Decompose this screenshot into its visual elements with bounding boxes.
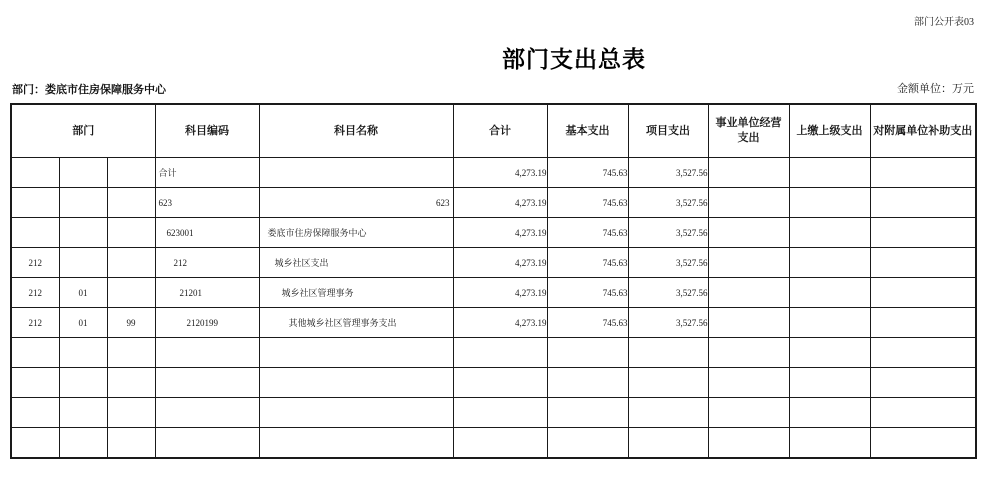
table-header	[11, 104, 976, 158]
cell-basic-expenditure	[547, 368, 628, 398]
cell-subject-name: 623	[259, 188, 453, 218]
cell-business-expenditure	[708, 248, 789, 278]
cell-subsidy-expenditure	[870, 248, 976, 278]
cell-subsidy-expenditure	[870, 398, 976, 428]
cell-dept-code-3	[107, 428, 155, 459]
cell-total	[453, 338, 547, 368]
table-row	[11, 398, 976, 428]
header-upper-level-expenditure: 上缴上级支出	[789, 104, 870, 158]
cell-business-expenditure	[708, 338, 789, 368]
cell-subsidy-expenditure	[870, 278, 976, 308]
cell-upper-level-expenditure	[789, 428, 870, 459]
cell-upper-level-expenditure	[789, 218, 870, 248]
cell-project-expenditure: 3,527.56	[628, 188, 708, 218]
cell-business-expenditure	[708, 308, 789, 338]
table-row	[11, 218, 976, 248]
cell-business-expenditure	[708, 188, 789, 218]
cell-dept-code-1	[11, 158, 59, 188]
cell-subject-name	[259, 398, 453, 428]
cell-upper-level-expenditure	[789, 398, 870, 428]
cell-dept-code-3	[107, 158, 155, 188]
cell-total: 4,273.19	[453, 278, 547, 308]
cell-subject-name	[259, 158, 453, 188]
unit-label: 金额单位：万元	[897, 83, 974, 95]
cell-basic-expenditure: 745.63	[547, 248, 628, 278]
page-title: 部门支出总表	[502, 46, 646, 72]
cell-basic-expenditure: 745.63	[547, 188, 628, 218]
cell-upper-level-expenditure	[789, 158, 870, 188]
cell-dept-code-2	[59, 368, 107, 398]
table-row	[11, 368, 976, 398]
cell-dept-code-1	[11, 428, 59, 459]
cell-upper-level-expenditure	[789, 308, 870, 338]
cell-basic-expenditure: 745.63	[547, 158, 628, 188]
cell-subject-name	[259, 428, 453, 459]
cell-dept-code-3	[107, 278, 155, 308]
cell-project-expenditure: 3,527.56	[628, 278, 708, 308]
cell-subsidy-expenditure	[870, 428, 976, 459]
cell-dept-code-2	[59, 338, 107, 368]
cell-dept-code-2	[59, 248, 107, 278]
cell-subject-name	[259, 338, 453, 368]
cell-upper-level-expenditure	[789, 188, 870, 218]
cell-dept-code-1: 212	[11, 248, 59, 278]
cell-business-expenditure	[708, 218, 789, 248]
cell-total	[453, 428, 547, 459]
cell-subsidy-expenditure	[870, 158, 976, 188]
cell-dept-code-2	[59, 188, 107, 218]
cell-project-expenditure: 3,527.56	[628, 308, 708, 338]
cell-subsidy-expenditure	[870, 218, 976, 248]
cell-dept-code-3	[107, 248, 155, 278]
cell-business-expenditure	[708, 278, 789, 308]
cell-subject-code	[155, 428, 259, 459]
cell-subject-code: 2120199	[155, 308, 259, 338]
cell-dept-code-3	[107, 218, 155, 248]
cell-upper-level-expenditure	[789, 338, 870, 368]
cell-business-expenditure	[708, 398, 789, 428]
cell-upper-level-expenditure	[789, 248, 870, 278]
table-row	[11, 278, 976, 308]
header-total: 合计	[453, 104, 547, 158]
header-project-expenditure: 项目支出	[628, 104, 708, 158]
cell-dept-code-2	[59, 428, 107, 459]
cell-project-expenditure	[628, 398, 708, 428]
cell-subject-code	[155, 338, 259, 368]
cell-subject-name: 城乡社区管理事务	[259, 278, 453, 308]
cell-subsidy-expenditure	[870, 338, 976, 368]
table-row	[11, 158, 976, 188]
cell-total: 4,273.19	[453, 188, 547, 218]
cell-dept-code-1: 212	[11, 278, 59, 308]
cell-subject-name: 其他城乡社区管理事务支出	[259, 308, 453, 338]
table-row	[11, 248, 976, 278]
cell-project-expenditure: 3,527.56	[628, 248, 708, 278]
cell-dept-code-2	[59, 218, 107, 248]
table-row	[11, 188, 976, 218]
header-basic-expenditure: 基本支出	[547, 104, 628, 158]
table-row	[11, 308, 976, 338]
cell-total	[453, 368, 547, 398]
cell-project-expenditure	[628, 338, 708, 368]
cell-dept-code-1	[11, 218, 59, 248]
cell-dept-code-2	[59, 398, 107, 428]
cell-subject-code: 212	[155, 248, 259, 278]
cell-dept-code-2	[59, 158, 107, 188]
cell-basic-expenditure	[547, 398, 628, 428]
cell-dept-code-1	[11, 338, 59, 368]
cell-subject-code: 合计	[155, 158, 259, 188]
cell-subsidy-expenditure	[870, 308, 976, 338]
cell-upper-level-expenditure	[789, 278, 870, 308]
cell-subject-name: 娄底市住房保障服务中心	[259, 218, 453, 248]
cell-subsidy-expenditure	[870, 368, 976, 398]
cell-project-expenditure: 3,527.56	[628, 218, 708, 248]
cell-subject-code: 623	[155, 188, 259, 218]
cell-basic-expenditure: 745.63	[547, 278, 628, 308]
cell-business-expenditure	[708, 428, 789, 459]
cell-basic-expenditure	[547, 338, 628, 368]
table-row	[11, 338, 976, 368]
department-label: 部门：娄底市住房保障服务中心	[12, 84, 166, 96]
cell-dept-code-3	[107, 368, 155, 398]
cell-dept-code-1: 212	[11, 308, 59, 338]
cell-subject-code: 623001	[155, 218, 259, 248]
header-row	[11, 104, 976, 158]
cell-subject-code: 21201	[155, 278, 259, 308]
cell-project-expenditure: 3,527.56	[628, 158, 708, 188]
cell-dept-code-2: 01	[59, 308, 107, 338]
cell-subject-name	[259, 368, 453, 398]
doc-code: 部门公开表03	[914, 17, 974, 28]
cell-subject-name: 城乡社区支出	[259, 248, 453, 278]
cell-total: 4,273.19	[453, 158, 547, 188]
header-subject-name: 科目名称	[259, 104, 453, 158]
cell-basic-expenditure: 745.63	[547, 308, 628, 338]
cell-basic-expenditure: 745.63	[547, 218, 628, 248]
header-subject-code: 科目编码	[155, 104, 259, 158]
cell-project-expenditure	[628, 368, 708, 398]
cell-dept-code-3	[107, 398, 155, 428]
cell-dept-code-3	[107, 338, 155, 368]
cell-total: 4,273.19	[453, 308, 547, 338]
cell-dept-code-1	[11, 398, 59, 428]
cell-business-expenditure	[708, 368, 789, 398]
header-dept: 部门	[11, 104, 155, 158]
cell-total	[453, 398, 547, 428]
cell-subject-code	[155, 398, 259, 428]
cell-basic-expenditure	[547, 428, 628, 459]
cell-dept-code-1	[11, 188, 59, 218]
cell-total: 4,273.19	[453, 248, 547, 278]
cell-subsidy-expenditure	[870, 188, 976, 218]
cell-total: 4,273.19	[453, 218, 547, 248]
table-body	[11, 158, 976, 459]
cell-project-expenditure	[628, 428, 708, 459]
cell-upper-level-expenditure	[789, 368, 870, 398]
cell-subject-code	[155, 368, 259, 398]
header-subsidy-expenditure: 对附属单位补助支出	[870, 104, 976, 158]
table-row	[11, 428, 976, 459]
header-business-expenditure: 事业单位经营支出	[708, 104, 789, 158]
cell-dept-code-3: 99	[107, 308, 155, 338]
cell-dept-code-3	[107, 188, 155, 218]
cell-dept-code-1	[11, 368, 59, 398]
expenditure-summary-table	[10, 103, 977, 459]
cell-business-expenditure	[708, 158, 789, 188]
cell-dept-code-2: 01	[59, 278, 107, 308]
